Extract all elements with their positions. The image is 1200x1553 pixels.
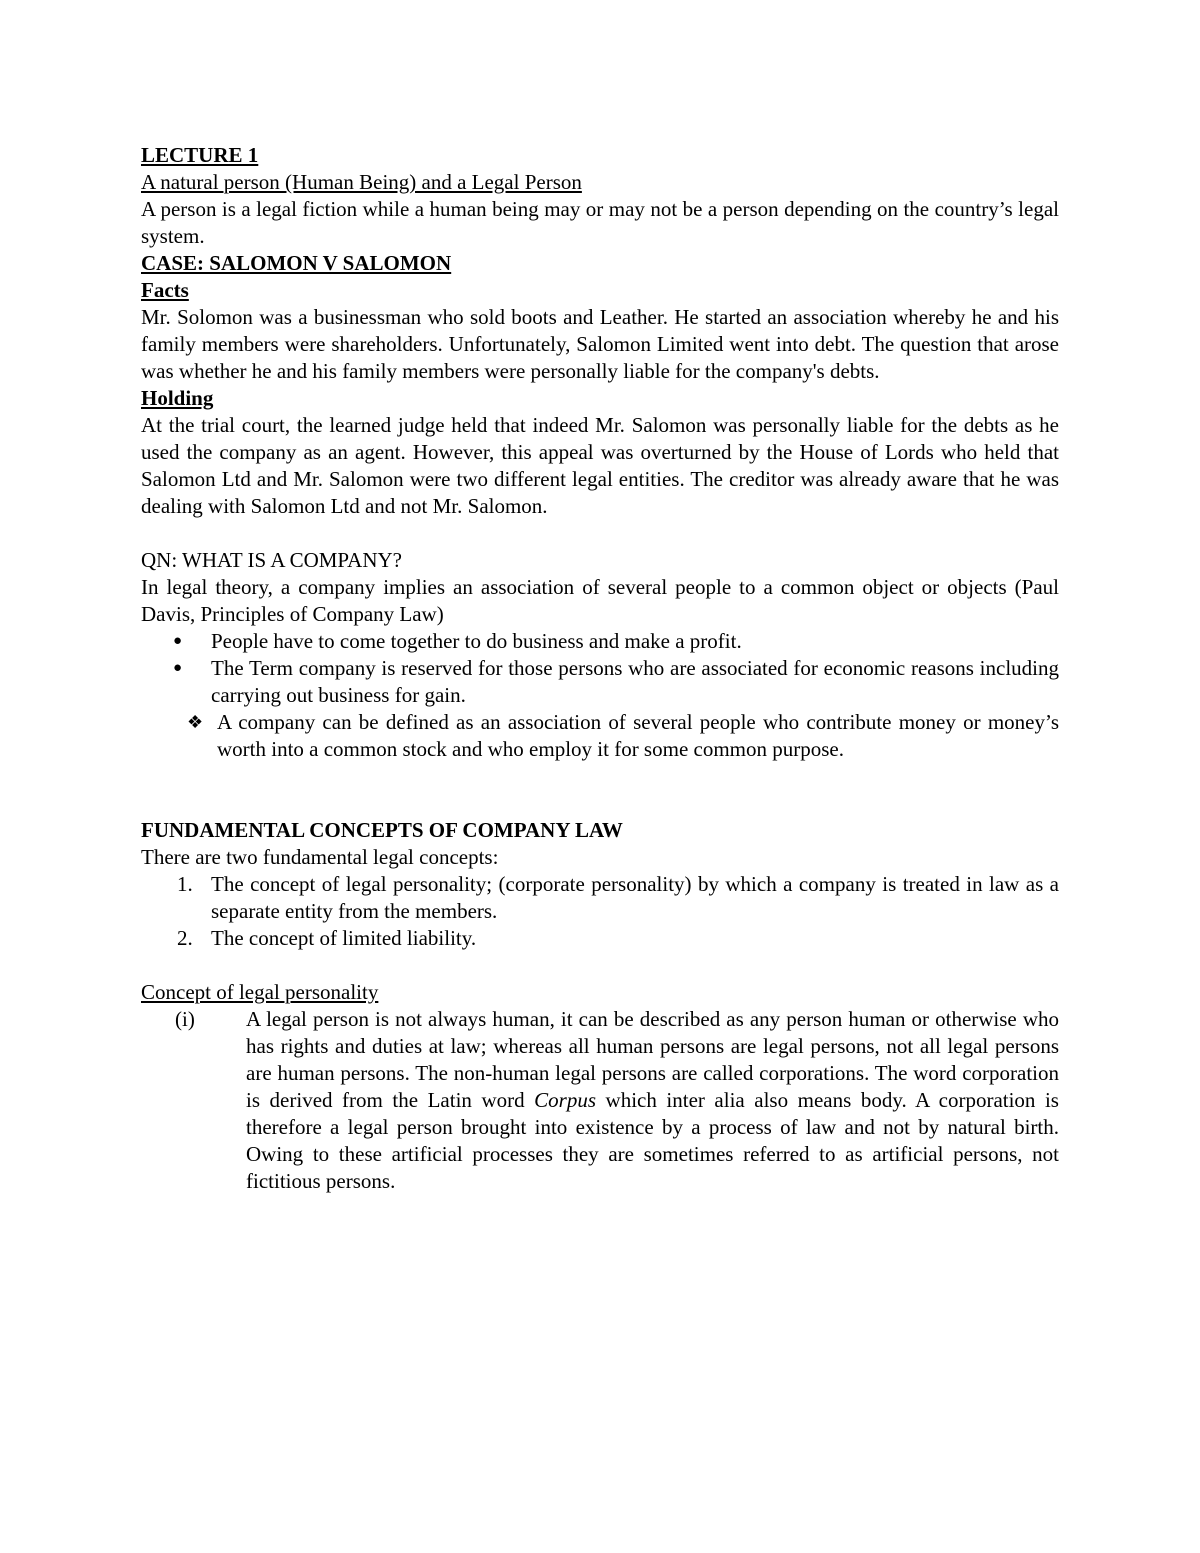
legal-personality-text-after: which inter alia also means body. A corporation is therefore a legal person brought into existence by a process of law and not by natural birth. Owing to these artificial processes they are sometimes referred to as artificial persons, not fictitious persons. bbox=[246, 1088, 1059, 1193]
facts-heading: Facts bbox=[141, 278, 189, 302]
list-item bbox=[141, 655, 1059, 709]
roman-numeral: (i) bbox=[175, 1007, 195, 1031]
holding-heading: Holding bbox=[141, 386, 214, 410]
legal-personality-text-before: A legal person is not always human, it can be described as any person human or otherwise who has rights and duties at law; whereas all human persons are legal persons, not all legal persons are human persons. The non-human legal persons are called corporations. The word corporation is derived from the Latin word bbox=[246, 1007, 1059, 1112]
intro-paragraph: A person is a legal fiction while a human being may or may not be a person depending on the country’s legal system. bbox=[141, 197, 1059, 248]
four-diamond-bullet-icon: ❖ bbox=[187, 712, 204, 732]
solid-circle-bullet-icon: ● bbox=[173, 660, 183, 676]
diamond-bullet-text: A company can be defined as an association of several people who contribute money or money’s worth into a common stock and who employ it for some common purpose. bbox=[217, 710, 1059, 761]
fundamental-intro: There are two fundamental legal concepts: bbox=[141, 845, 499, 869]
document-page bbox=[141, 142, 1059, 1195]
legal-personality-heading: Concept of legal personality bbox=[141, 980, 379, 1004]
roman-list-item bbox=[141, 1006, 1059, 1195]
concept-text: The concept of limited liability. bbox=[211, 926, 477, 950]
numbered-list-item bbox=[141, 871, 1059, 925]
company-definition-paragraph: In legal theory, a company implies an association of several people to a common object or objects (Paul Davis, Principles of Company Law) bbox=[141, 575, 1059, 626]
bullet-list bbox=[141, 628, 1059, 709]
solid-circle-bullet-icon: ● bbox=[173, 633, 183, 649]
list-number: 2. bbox=[177, 926, 193, 950]
numbered-list-item bbox=[141, 925, 1059, 952]
lecture-subtitle: A natural person (Human Being) and a Legal Person bbox=[141, 170, 582, 194]
question-heading: QN: WHAT IS A COMPANY? bbox=[141, 548, 402, 572]
bullet-text: The Term company is reserved for those persons who are associated for economic reasons including carrying out business for gain. bbox=[211, 656, 1059, 707]
list-item bbox=[141, 709, 1059, 763]
latin-word: Corpus bbox=[534, 1088, 597, 1112]
spacer bbox=[141, 952, 1059, 979]
facts-paragraph: Mr. Solomon was a businessman who sold boots and Leather. He started an association whereby he and his family members were shareholders. Unfortunately, Salomon Limited went into debt. The question that arose was whether he and his family members were personally liable for the company's debts. bbox=[141, 305, 1059, 383]
concept-text: The concept of legal personality; (corporate personality) by which a company is treated in law as a separate entity from the members. bbox=[211, 872, 1059, 923]
spacer bbox=[141, 763, 1059, 817]
lecture-title: LECTURE 1 bbox=[141, 143, 259, 167]
list-number: 1. bbox=[177, 872, 193, 896]
spacer bbox=[141, 520, 1059, 547]
bullet-text: People have to come together to do business and make a profit. bbox=[211, 629, 742, 653]
case-heading: CASE: SALOMON V SALOMON bbox=[141, 251, 452, 275]
fundamental-heading: FUNDAMENTAL CONCEPTS OF COMPANY LAW bbox=[141, 818, 623, 842]
holding-paragraph: At the trial court, the learned judge held that indeed Mr. Salomon was personally liable for the debts as he used the company as an agent. However, this appeal was overturned by the House of Lords who held that Salomon Ltd and Mr. Salomon were two different legal entities. The creditor was already aware that he was dealing with Salomon Ltd and not Mr. Salomon. bbox=[141, 413, 1059, 518]
list-item bbox=[141, 628, 1059, 655]
